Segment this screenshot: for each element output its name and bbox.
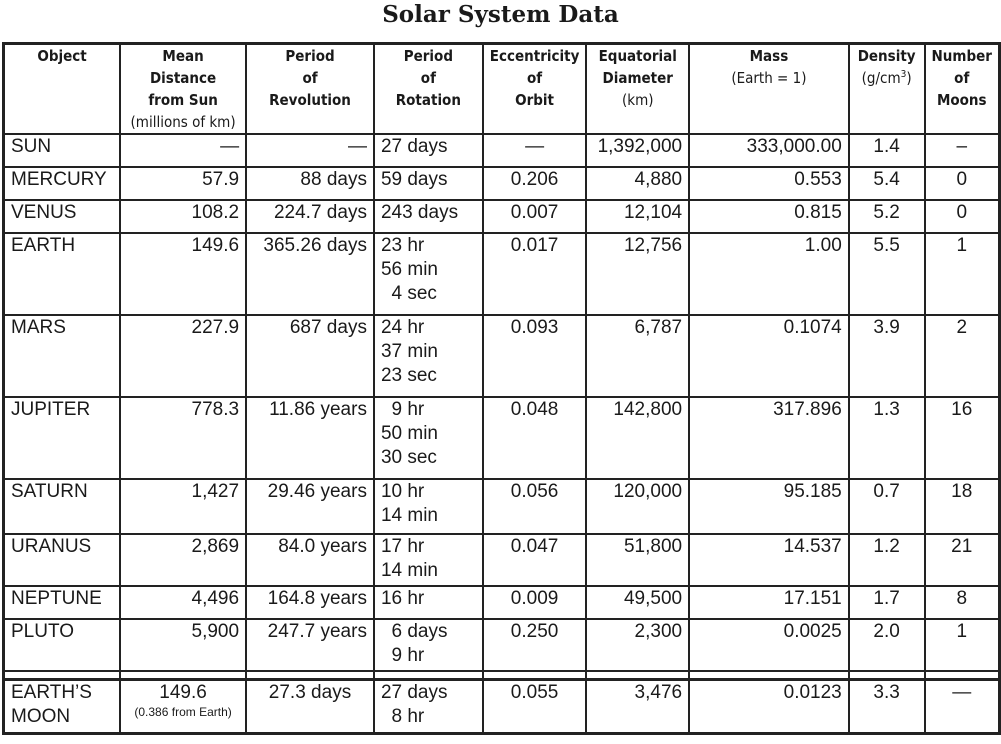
- revolution-cell: 29.46 years: [246, 479, 374, 534]
- revolution-cell: 247.7 years: [246, 619, 374, 671]
- header-eccentricity: Eccentricity of Orbit: [483, 44, 587, 135]
- distance-cell: 4,496: [120, 586, 246, 619]
- distance-cell: 2,869: [120, 534, 246, 586]
- distance-cell: 1,427: [120, 479, 246, 534]
- distance-cell: 778.3: [120, 397, 246, 479]
- table-row: [4, 619, 1000, 671]
- diameter-cell: 51,800: [586, 534, 689, 586]
- mass-cell: 0.1074: [689, 315, 849, 397]
- distance-cell: 149.6 (0.386 from Earth): [120, 680, 246, 734]
- header-mean-distance: Mean Distance from Sun (millions of km): [120, 44, 246, 135]
- density-cell: 1.4: [849, 134, 925, 167]
- table-body: [4, 134, 1000, 734]
- eccentricity-cell: 0.047: [483, 534, 587, 586]
- page-title: Solar System Data: [382, 1, 619, 28]
- eccentricity-cell: 0.055: [483, 680, 587, 734]
- revolution-cell: 11.86 years: [246, 397, 374, 479]
- eccentricity-cell: 0.093: [483, 315, 587, 397]
- header-density: Density $(g/cm^3)$: [849, 44, 925, 135]
- mass-cell: 0.553: [689, 167, 849, 200]
- table-row: [4, 479, 1000, 534]
- moons-cell: 21: [925, 534, 1000, 586]
- diameter-cell: 12,756: [586, 233, 689, 315]
- eccentricity-cell: 0.048: [483, 397, 587, 479]
- rotation-cell: 27 days: [374, 134, 483, 167]
- distance-cell: 149.6: [120, 233, 246, 315]
- density-unit: $(g/cm^3)$: [861, 69, 912, 87]
- mass-cell: 1.00: [689, 233, 849, 315]
- object-cell: NEPTUNE: [4, 586, 121, 619]
- density-cell: 2.0: [849, 619, 925, 671]
- rotation-cell: 23 hr 56 min 4 sec: [374, 233, 483, 315]
- moons-cell: 1: [925, 619, 1000, 671]
- diameter-cell: 2,300: [586, 619, 689, 671]
- eccentricity-cell: 0.007: [483, 200, 587, 233]
- density-cell: 1.3: [849, 397, 925, 479]
- object-cell: PLUTO: [4, 619, 121, 671]
- mass-cell: 95.185: [689, 479, 849, 534]
- eccentricity-cell: 0.056: [483, 479, 587, 534]
- density-cell: 5.2: [849, 200, 925, 233]
- moons-cell: 1: [925, 233, 1000, 315]
- header-row: [4, 44, 1000, 135]
- diameter-cell: 6,787: [586, 315, 689, 397]
- distance-cell: 108.2: [120, 200, 246, 233]
- moons-cell: 2: [925, 315, 1000, 397]
- object-cell: EARTH: [4, 233, 121, 315]
- moons-cell: 18: [925, 479, 1000, 534]
- object-cell: URANUS: [4, 534, 121, 586]
- table-row: [4, 315, 1000, 397]
- diameter-cell: 1,392,000: [586, 134, 689, 167]
- moons-cell: –: [925, 134, 1000, 167]
- distance-cell: 227.9: [120, 315, 246, 397]
- rotation-cell: 6 days 9 hr: [374, 619, 483, 671]
- eccentricity-cell: 0.250: [483, 619, 587, 671]
- header-period-rotation: Period of Rotation: [374, 44, 483, 135]
- density-cell: 3.9: [849, 315, 925, 397]
- rotation-cell: 59 days: [374, 167, 483, 200]
- object-cell: JUPITER: [4, 397, 121, 479]
- object-cell: VENUS: [4, 200, 121, 233]
- table-spacer: [4, 671, 1000, 680]
- revolution-cell: 88 days: [246, 167, 374, 200]
- eccentricity-cell: —: [483, 134, 587, 167]
- table-row-moon: [4, 680, 1000, 734]
- rotation-cell: 9 hr 50 min 30 sec: [374, 397, 483, 479]
- rotation-cell: 24 hr 37 min 23 sec: [374, 315, 483, 397]
- revolution-cell: 164.8 years: [246, 586, 374, 619]
- density-cell: 0.7: [849, 479, 925, 534]
- diameter-cell: 142,800: [586, 397, 689, 479]
- mass-cell: 333,000.00: [689, 134, 849, 167]
- header-diameter: Equatorial Diameter (km): [586, 44, 689, 135]
- distance-cell: 5,900: [120, 619, 246, 671]
- density-cell: 1.7: [849, 586, 925, 619]
- eccentricity-cell: 0.017: [483, 233, 587, 315]
- solar-system-table: [2, 42, 1001, 735]
- diameter-cell: 12,104: [586, 200, 689, 233]
- distance-cell: 57.9: [120, 167, 246, 200]
- rotation-cell: 27 days 8 hr: [374, 680, 483, 734]
- table-row: [4, 233, 1000, 315]
- diameter-cell: 3,476: [586, 680, 689, 734]
- object-cell: MARS: [4, 315, 121, 397]
- distance-cell: —: [120, 134, 246, 167]
- diameter-cell: 49,500: [586, 586, 689, 619]
- rotation-cell: 16 hr: [374, 586, 483, 619]
- mass-cell: 14.537: [689, 534, 849, 586]
- rotation-cell: 243 days: [374, 200, 483, 233]
- header-mass: Mass (Earth = 1): [689, 44, 849, 135]
- table-row: [4, 200, 1000, 233]
- table-row: [4, 134, 1000, 167]
- eccentricity-cell: 0.206: [483, 167, 587, 200]
- mass-cell: 0.0025: [689, 619, 849, 671]
- revolution-cell: 27.3 days: [246, 680, 374, 734]
- table-row: [4, 167, 1000, 200]
- table-row: [4, 397, 1000, 479]
- density-cell: 1.2: [849, 534, 925, 586]
- moons-cell: 0: [925, 200, 1000, 233]
- object-cell: SATURN: [4, 479, 121, 534]
- header-period-revolution: Period of Revolution: [246, 44, 374, 135]
- table-row: [4, 586, 1000, 619]
- mass-cell: 0.815: [689, 200, 849, 233]
- revolution-cell: 365.26 days: [246, 233, 374, 315]
- density-cell: 5.5: [849, 233, 925, 315]
- header-moons: Number of Moons: [925, 44, 1000, 135]
- density-cell: 3.3: [849, 680, 925, 734]
- object-cell: EARTH’S MOON: [4, 680, 121, 734]
- moons-cell: 16: [925, 397, 1000, 479]
- rotation-cell: 10 hr 14 min: [374, 479, 483, 534]
- revolution-cell: 687 days: [246, 315, 374, 397]
- density-cell: 5.4: [849, 167, 925, 200]
- mass-cell: 17.151: [689, 586, 849, 619]
- moons-cell: 8: [925, 586, 1000, 619]
- moons-cell: 0: [925, 167, 1000, 200]
- mass-cell: 0.0123: [689, 680, 849, 734]
- mass-cell: 317.896: [689, 397, 849, 479]
- diameter-cell: 120,000: [586, 479, 689, 534]
- eccentricity-cell: 0.009: [483, 586, 587, 619]
- revolution-cell: 224.7 days: [246, 200, 374, 233]
- rotation-cell: 17 hr 14 min: [374, 534, 483, 586]
- object-cell: MERCURY: [4, 167, 121, 200]
- header-object: Object: [4, 44, 121, 135]
- diameter-cell: 4,880: [586, 167, 689, 200]
- revolution-cell: 84.0 years: [246, 534, 374, 586]
- table-row: [4, 534, 1000, 586]
- object-cell: SUN: [4, 134, 121, 167]
- moons-cell: —: [925, 680, 1000, 734]
- revolution-cell: —: [246, 134, 374, 167]
